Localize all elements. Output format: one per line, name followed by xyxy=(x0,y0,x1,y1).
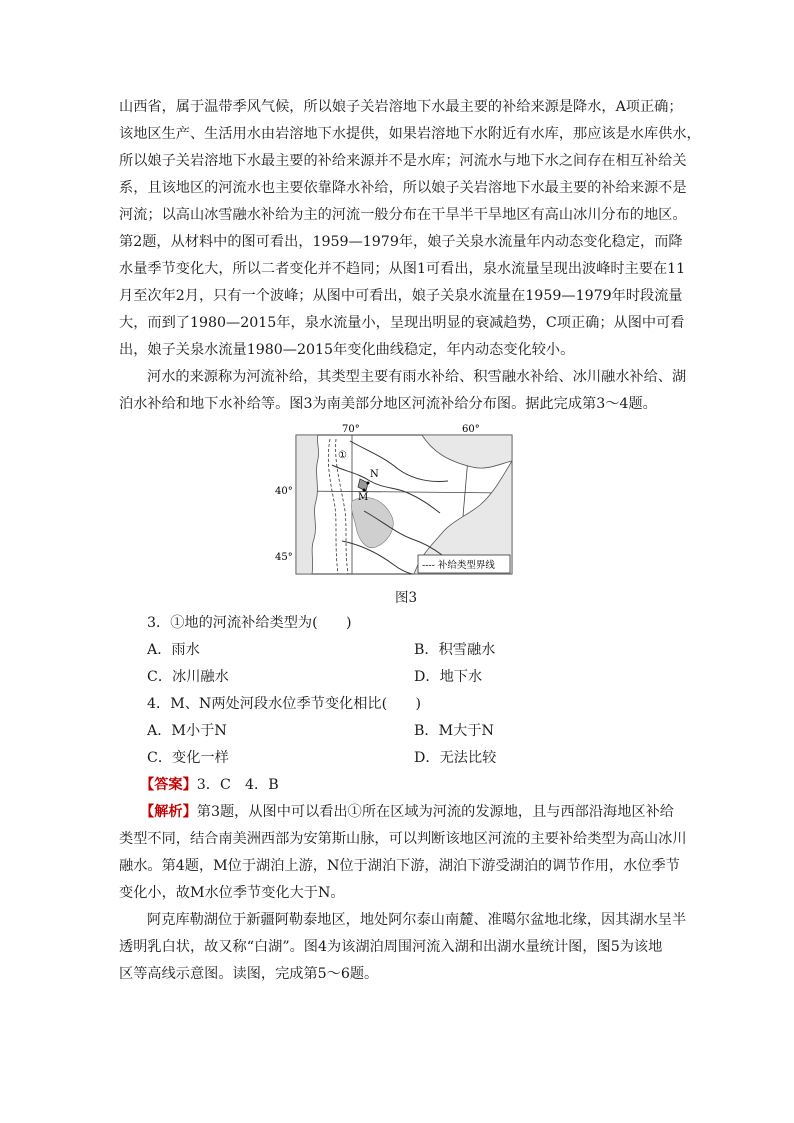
text-line: 水量季节变化大，所以二者变化并不趋同；从图1可看出，泉水流量呈现出波峰时主要在11 xyxy=(119,261,686,277)
text-line: 出，娘子关泉水流量1980—2015年变化曲线稳定，年内动态变化较小。 xyxy=(119,342,575,358)
map-svg xyxy=(272,421,522,581)
question-4-option-d: D．无法比较 xyxy=(414,750,497,766)
text-line: 大，而到了1980—2015年，泉水流量小，呈现出明显的衰减趋势，C项正确；从图中可看 xyxy=(119,315,685,331)
analysis-line xyxy=(140,802,674,822)
paragraph-line: 透明乳白状，故又称“白湖”。图4为该湖泊周围河流入湖和出湖水量统计图，图5为该地 xyxy=(119,939,663,955)
lat-label-40: 40° xyxy=(275,486,293,497)
answer-tag: 【答案】 xyxy=(140,777,197,793)
analysis-text: 第3题，从图中可以看出①所在区域为河流的发源地，且与西部沿海地区补给 xyxy=(196,804,674,820)
intro-line: 泊水补给和地下水补给等。图3为南美部分地区河流补给分布图。据此完成第3～4题。 xyxy=(119,396,657,412)
south-america-map xyxy=(272,421,522,581)
text-line: 河流；以高山冰雪融水补给为主的河流一般分布在干旱半干旱地区有高山冰川分布的地区。 xyxy=(119,207,687,223)
label-n: N xyxy=(370,469,379,480)
lon-label-70: 70° xyxy=(342,424,360,435)
legend-text: ---- 补给类型界线 xyxy=(422,560,495,571)
figure-caption: 图3 xyxy=(395,590,418,606)
point-m xyxy=(363,489,366,492)
paragraph-line: 阿克库勒湖位于新疆阿勒泰地区，地处阿尔泰山南麓、准噶尔盆地北缘，因其湖水呈半 xyxy=(147,912,687,928)
question-3-option-a: A．雨水 xyxy=(147,642,200,658)
intro-line: 河水的来源称为河流补给，其类型主要有雨水补给、积雪融水补给、冰川融水补给、湖 xyxy=(147,369,687,385)
text-line: 该地区生产、生活用水由岩溶地下水提供，如果岩溶地下水附近有水库，那应该是水库供水， xyxy=(119,126,701,142)
text-line: 系，且该地区的河流水也主要依靠降水补给，所以娘子关岩溶地下水最主要的补给来源不是 xyxy=(119,180,687,196)
question-3-option-d: D．地下水 xyxy=(414,669,483,685)
answer-text: 3．C 4．B xyxy=(196,777,279,793)
paragraph-line: 区等高线示意图。读图，完成第5～6题。 xyxy=(119,966,379,982)
question-4-option-c: C．变化一样 xyxy=(147,750,229,766)
point-n xyxy=(367,482,370,485)
question-3-option-c: C．冰川融水 xyxy=(147,669,229,685)
text-line: 月至次年2月，只有一个波峰；从图中可看出，娘子关泉水流量在1959—1979年时段流量 xyxy=(119,288,683,304)
question-3-stem: 3．①地的河流补给类型为( ) xyxy=(147,615,352,631)
question-4-stem: 4．M、N两处河段水位季节变化相比( ) xyxy=(147,696,422,712)
question-3-option-b: B．积雪融水 xyxy=(414,642,496,658)
text-line: 第2题，从材料中的图可看出，1959—1979年，娘子关泉水流量年内动态变化稳定，而降 xyxy=(119,234,683,250)
answer-line xyxy=(140,775,279,795)
analysis-line: 类型不同，结合南美洲西部为安第斯山脉，可以判断该地区河流的主要补给类型为高山冰川 xyxy=(119,831,687,847)
text-line: 山西省，属于温带季风气候，所以娘子关岩溶地下水最主要的补给来源是降水，A项正确； xyxy=(119,99,683,115)
analysis-line: 融水。第4题，M位于湖泊上游，N位于湖泊下游，湖泊下游受湖泊的调节作用，水位季节 xyxy=(119,858,680,874)
question-4-option-a: A．M小于N xyxy=(147,723,227,739)
question-4-option-b: B．M大于N xyxy=(414,723,494,739)
text-line: 所以娘子关岩溶地下水最主要的补给来源并不是水库；河流水与地下水之间存在相互补给关 xyxy=(119,153,687,169)
analysis-tag: 【解析】 xyxy=(140,804,197,820)
label-m: M xyxy=(358,492,369,503)
lat-label-45: 45° xyxy=(275,552,293,563)
lon-label-60: 60° xyxy=(462,424,480,435)
analysis-line: 变化小，故M水位季节变化大于N。 xyxy=(119,885,345,901)
label-1: ① xyxy=(338,450,347,461)
